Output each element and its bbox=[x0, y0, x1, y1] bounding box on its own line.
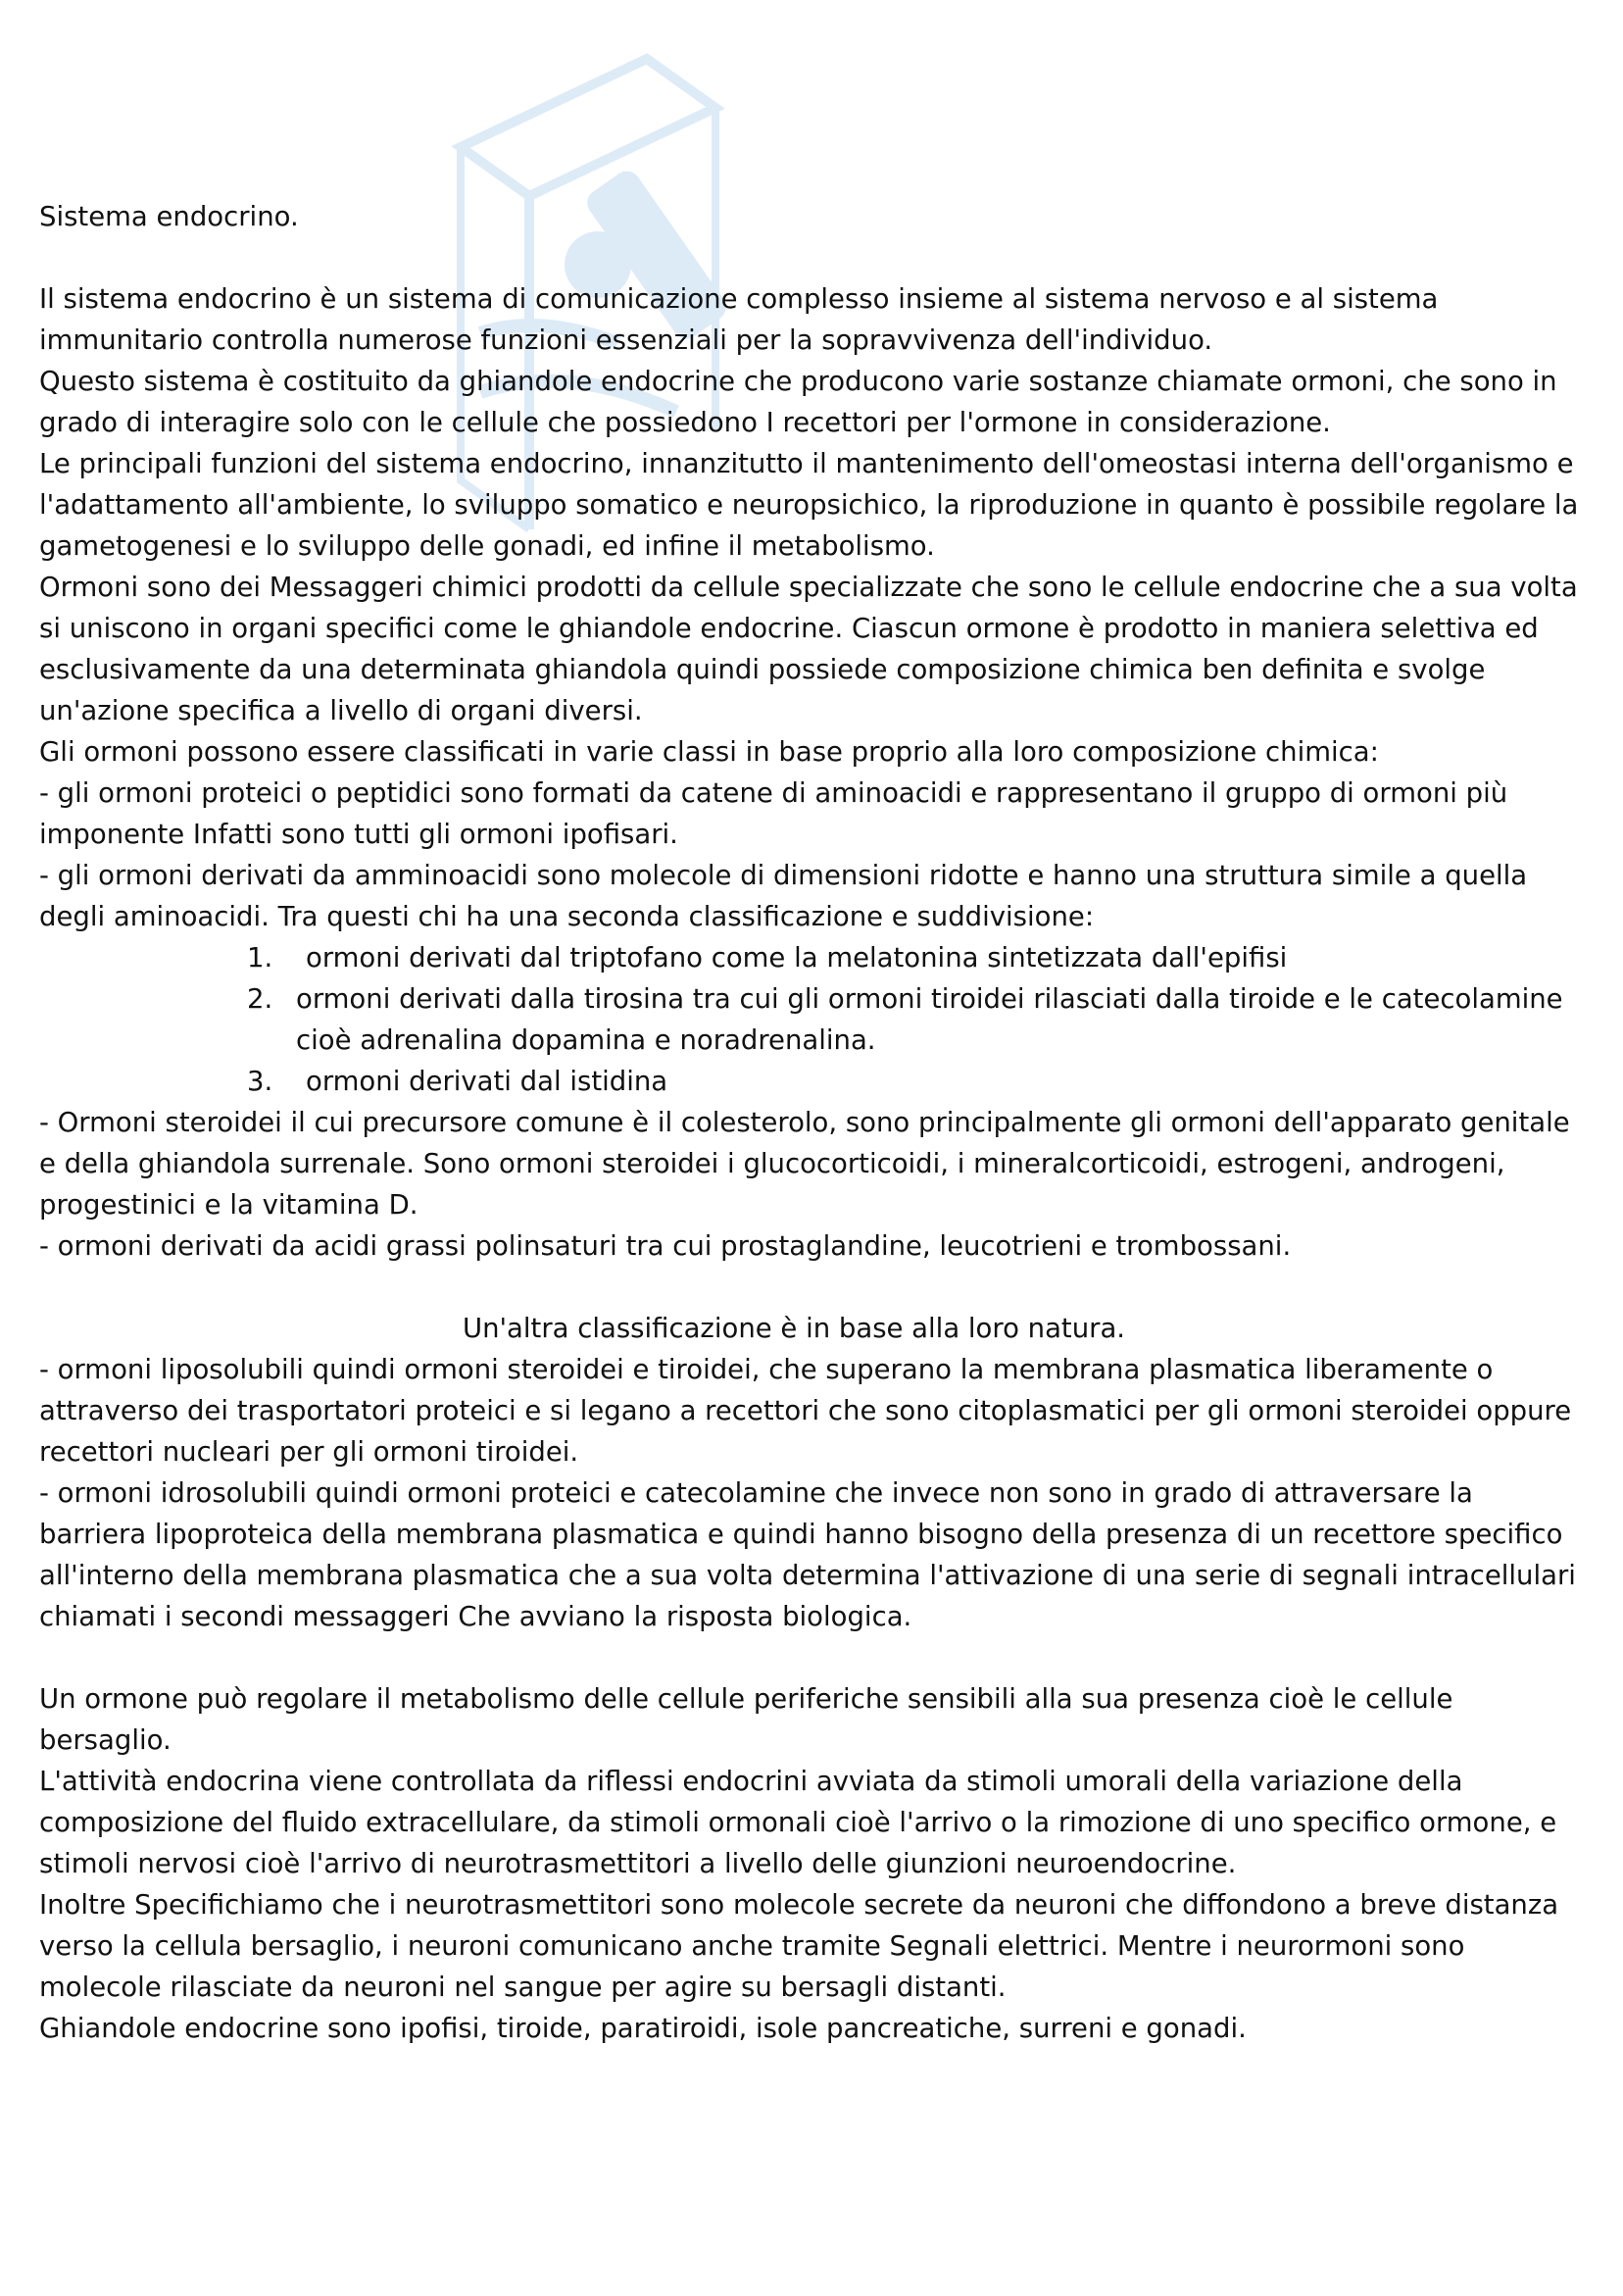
paragraph-liposoluble: - ormoni liposolubili quindi ormoni steroidei e tiroidei, che superano la membrana plasmatica liberamente o attraverso dei trasportatori proteici e si legano a recettori che sono citoplasmatici per gli ormoni steroidei oppure recettori nucleari per gli ormoni tiroidei. bbox=[39, 1354, 1572, 1468]
list-item-text: ormoni derivati dal triptofano come la melatonina sintetizzata dall'epifisi bbox=[306, 942, 1288, 973]
list-item bbox=[39, 1061, 1588, 1102]
blank-line bbox=[39, 237, 1588, 278]
paragraph-intro: Il sistema endocrino è un sistema di comunicazione complesso insieme al sistema nervoso e al sistema immunitario controlla numerose funzioni essenziali per la sopravvivenza dell'individuo. bbox=[39, 283, 1439, 356]
paragraph-hydrosoluble: - ormoni idrosolubili quindi ormoni proteici e catecolamine che invece non sono in grado di attraversare la barriera lipoproteica della membrana plasmatica e quindi hanno bisogno della presenza di un recettore specifico all'interno della membrana plasmatica che a sua volta determina l'attivazione di una serie di segnali intracellulari chiamati i secondi messaggeri Che avviano la risposta biologica. bbox=[39, 1477, 1576, 1632]
blank-line bbox=[39, 1637, 1588, 1678]
section-heading-nature: Un'altra classificazione è in base alla loro natura. bbox=[462, 1313, 1126, 1344]
paragraph-endocrine-glands: Ghiandole endocrine sono ipofisi, tiroide, paratiroidi, isole pancreatiche, surreni e gonadi. bbox=[39, 2013, 1247, 2044]
document-body bbox=[39, 196, 1588, 2049]
list-item-number: 2. bbox=[247, 983, 273, 1015]
paragraph-target-cells: Un ormone può regolare il metabolismo delle cellule periferiche sensibili alla sua presenza cioè le cellule bersaglio. bbox=[39, 1683, 1453, 1756]
paragraph-functions: Le principali funzioni del sistema endocrino, innanzitutto il mantenimento dell'omeostasi interna dell'organismo e l'adattamento all'ambiente, lo sviluppo somatico e neuropsichico, la riproduzione in quanto è possibile regolare la gametogenesi e lo sviluppo delle gonadi, ed infine il metabolismo. bbox=[39, 448, 1579, 562]
aminoacid-subclass-list bbox=[39, 937, 1588, 1102]
list-item-text: ormoni derivati dalla tirosina tra cui gli ormoni tiroidei rilasciati dalla tiroide e le catecolamine cioè adrenalina dopamina e noradrenalina. bbox=[296, 983, 1563, 1056]
paragraph-protein-hormones: - gli ormoni proteici o peptidici sono formati da catene di aminoacidi e rappresentano il gruppo di ormoni più imponente Infatti sono tutti gli ormoni ipofisari. bbox=[39, 777, 1508, 850]
paragraph-endocrine-activity: L'attività endocrina viene controllata da riflessi endocrini avviata da stimoli umorali della variazione della composizione del fluido extracellulare, da stimoli ormonali cioè l'arrivo o la rimozione di uno specifico ormone, e stimoli nervosi cioè l'arrivo di neurotrasmettitori a livello delle giunzioni neuroendocrine. bbox=[39, 1766, 1557, 1879]
list-item bbox=[39, 978, 1588, 1061]
list-item-number: 3. bbox=[247, 1066, 273, 1097]
paragraph-aminoacid-hormones: - gli ormoni derivati da amminoacidi sono molecole di dimensioni ridotte e hanno una struttura simile a quella degli aminoacidi. Tra questi chi ha una seconda classificazione e suddivisione: bbox=[39, 860, 1528, 932]
paragraph-steroid-hormones: - Ormoni steroidei il cui precursore comune è il colesterolo, sono principalmente gli ormoni dell'apparato genitale e della ghiandola surrenale. Sono ormoni steroidei i glucocorticoidi, i mineralcorticoidi, estrogeni, androgeni, progestinici e la vitamina D. bbox=[39, 1107, 1570, 1221]
document-title: Sistema endocrino. bbox=[39, 201, 299, 232]
paragraph-hormones-definition: Ormoni sono dei Messaggeri chimici prodotti da cellule specializzate che sono le cellule endocrine che a sua volta si uniscono in organi specifici come le ghiandole endocrine. Ciascun ormone è prodotto in maniera selettiva ed esclusivamente da una determinata ghiandola quindi possiede composizione chimica ben definita e svolge un'azione specifica a livello di organi diversi. bbox=[39, 572, 1578, 726]
paragraph-fatty-acid-hormones: - ormoni derivati da acidi grassi polinsaturi tra cui prostaglandine, leucotrieni e trombossani. bbox=[39, 1230, 1292, 1262]
paragraph-classification-intro: Gli ormoni possono essere classificati in varie classi in base proprio alla loro composizione chimica: bbox=[39, 736, 1379, 768]
list-item bbox=[39, 937, 1588, 978]
paragraph-neurotransmitters: Inoltre Specifichiamo che i neurotrasmettitori sono molecole secrete da neuroni che diffondono a breve distanza verso la cellula bersaglio, i neuroni comunicano anche tramite Segnali elettrici. Mentre i neurormoni sono molecole rilasciate da neuroni nel sangue per agire su bersagli distanti. bbox=[39, 1889, 1559, 2003]
blank-line bbox=[39, 1267, 1588, 1308]
list-item-number: 1. bbox=[247, 942, 273, 973]
list-item-text: ormoni derivati dal istidina bbox=[306, 1066, 668, 1097]
paragraph-composition: Questo sistema è costituito da ghiandole endocrine che producono varie sostanze chiamate ormoni, che sono in grado di interagire solo con le cellule che possiedono I recettori per l'ormone in considerazione. bbox=[39, 366, 1557, 438]
